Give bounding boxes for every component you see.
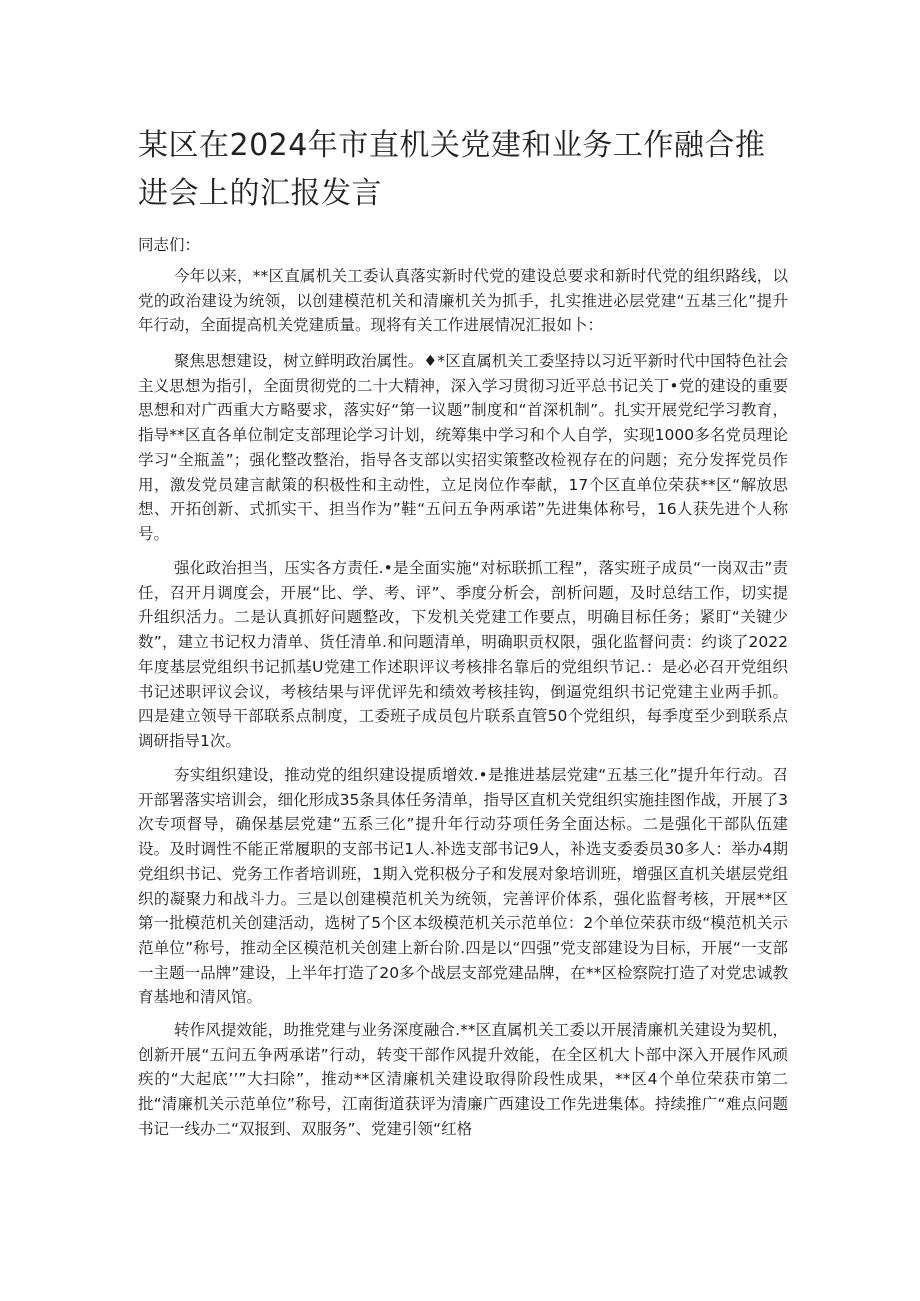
paragraph-work-style: 转作风提效能，助推党建与业务深度融合.**区直属机关工委以开展清廉机关建设为契机，创新开展“五问五争两承诺”行动，转变干部作风提升效能，在全区机大卜部中深入开展作风顽疾的“大起底’’”大扫除”，推动**区清廉机关建设取得阶段性成果，**区4个单位荣获市第二批“清廉机关示范单位”称号，江南街道获评为清廉广西建设工作先进集体。持续推广“难点问题书记一线办二“双报到、双服务”、党建引领“红格 [138, 1021, 788, 1138]
paragraph-political-responsibility: 强化政治担当，压实各方责任.•是全面实施“对标联抓工程”，落实班子成员“一岗双击”责任，召开月调度会，开展“比、学、考、评”、季度分析会，剖析问题，及时总结工作，切实提升组织活力。二是认真抓好问题整改，下发机关党建工作要点，明确目标任务；紧盯“关键少数”，建立书记权力清单、货任清单.和问题清单，明确职贡权限，强化监督问责：约谈了2022年度基层党组织书记抓基U党建工作述职评议考核排名靠后的党组织节记.：是必必召开党组织书记述职评议会议，考核结果与评优评先和绩效考核挂钩，倒逼党组织书记党建主业两手抓。四是建立领导干部联系点制度，工委班子成员包片联系直管50个党组织，每季度至少到联系点调研指导1次。 [138, 559, 788, 750]
document-title: 某区在2024年市直机关党建和业务工作融合推进会上的汇报发言 [138, 128, 766, 211]
paragraph-ideological-building: 聚焦思想建设，树立鲜明政治属性。♦*区直属机关工委坚持以习近平新时代中国特色社会主义思想为指引，全面贯彻党的二十大精神，深入学习贯彻习近平总书记关丁•党的建设的重要思想和对广西重大方略要求，落实好“第一议题”制度和“首深机制”。扎实开展党纪学习教育，指导**区直各单位制定支部理论学习计划，统筹集中学习和个人自学，实现1000多名党员理论学习“全瓶盖”；强化整改整治，指导各支部以实招实策整改检视存在的问题；充分发挥党员作用，激发党员建言献策的积极性和主动性，立足岗位作奉献，17个区直单位荣获**区“解放思想、开拓创新、式抓实干、担当作为”鞋“五问五争两承诺”先进集体称号，16人获先进个人称号。 [138, 352, 788, 543]
paragraph-organization-building: 夯实组织建设，推动党的组织建设提质增效.•是推进基层党建“五基三化”提升年行动。召开部署落实培训会，细化形成35条具体任务清单，指导区直机关党组织实施挂图作战，开展了3次专项督导，确保基层党建“五系三化”提升年行动芬项任务全面达标。二是强化干部队伍建设。及时调性不能正常履职的支部书记1人.补选支部书记9人，补选支委委员30多人：举办4期党组织书记、党务工作者培训班，1期入党积极分子和发展对象培训班，增强区直机关堪层党组织的凝聚力和战斗力。三是以创建模范机关为统领，完善评价体系，强化监督考核，开展**区第一批模范机关创建活动，选树了5个区本级模范机关示范单位：2个单位荣获市级“模范机关示范单位”称号，推动全区模范机关创建上新台阶.四是以“四强”党支部建设为目标，开展“一支部一主题一品牌”建设，上半年打造了20多个战层支部党建品牌，在**区检察院打造了对党忠诚教育基地和清风馆。 [138, 766, 788, 1007]
paragraph-intro: 今年以来，**区直属机关工委认真落实新时代党的建设总要求和新时代党的组织路线，以党的政治建设为统领，以创建模范机关和清廉机关为抓手，扎实推进必层党建“五基三化”提升年行动，全面提高机关党建质量。现将有关工作进展情况汇报如卜： [138, 267, 788, 335]
salutation: 同志们： [138, 236, 201, 254]
